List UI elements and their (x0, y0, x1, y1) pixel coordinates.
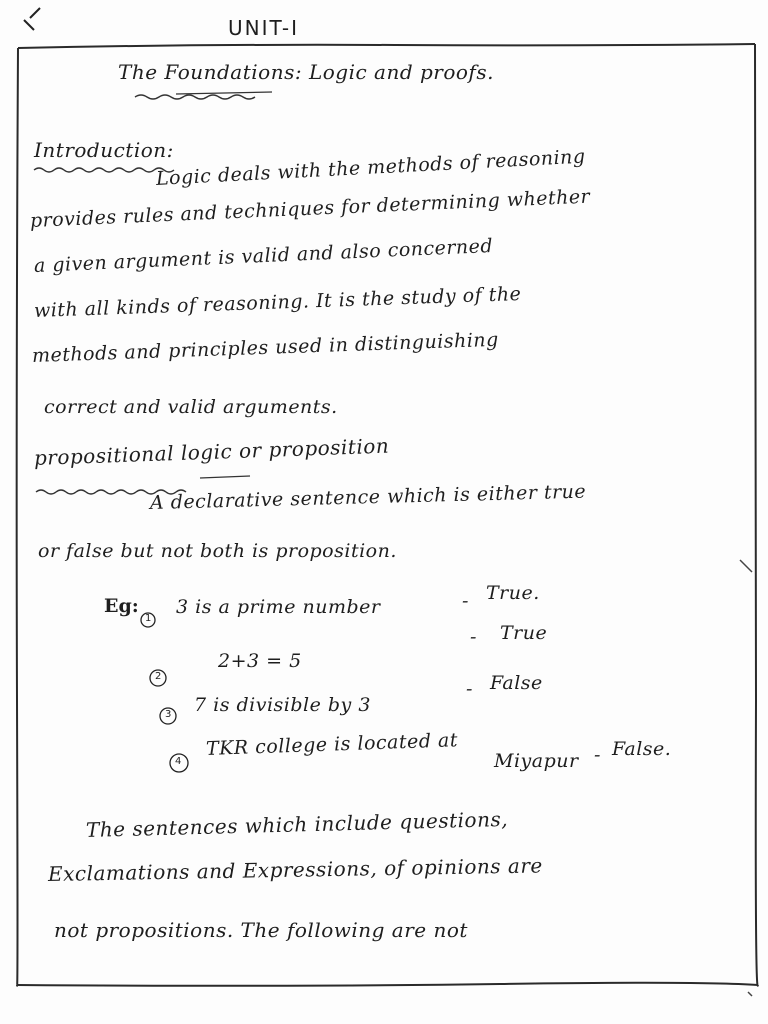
definition-line-1: A declarative sentence which is either true (149, 480, 587, 514)
example-1-text: 3 is a prime number (176, 596, 381, 618)
corner-mark (24, 8, 40, 30)
closing-line-3: not propositions. The following are not (54, 918, 468, 942)
example-marker-1: 1 (145, 613, 152, 624)
border-right-line (755, 44, 758, 986)
intro-line-4: with all kinds of reasoning. It is the study of the (33, 282, 522, 322)
example-3-text: 7 is divisible by 3 (194, 694, 371, 716)
intro-line-3: a given argument is valid and also concerned (33, 234, 494, 277)
example-marker-2: 2 (155, 671, 162, 682)
example-4-dash: - (594, 744, 601, 766)
prop-underline-2 (200, 476, 250, 478)
intro-line-1: Logic deals with the methods of reasoning (155, 145, 587, 190)
example-2-text: 2+3 = 5 (218, 650, 302, 672)
intro-underline (34, 168, 174, 172)
intro-line-2: provides rules and techniques for determining whether (29, 185, 591, 232)
intro-line-6: correct and valid arguments. (44, 396, 338, 418)
closing-line-1: The sentences which include questions, (85, 806, 509, 842)
title-underline-2 (176, 92, 272, 94)
example-3-dash: - (466, 678, 473, 700)
margin-tick-right (740, 560, 752, 572)
prop-heading: propositional logic or proposition (33, 433, 390, 470)
example-marker-3: 3 (165, 709, 172, 720)
title-underline (135, 95, 255, 99)
corner-mark-bottom (748, 992, 752, 996)
example-1-dash: - (462, 590, 469, 612)
closing-line-2: Exclamations and Expressions, of opinions are (47, 853, 543, 886)
definition-line-2: or false but not both is proposition. (38, 540, 397, 562)
border-left-line (17, 48, 18, 986)
example-3-result: False (490, 672, 543, 694)
example-1-result: True. (486, 582, 540, 604)
example-marker-4: 4 (175, 756, 182, 767)
example-4-continuation: Miyapur (494, 750, 579, 772)
page-title: The Foundations: Logic and proofs. (118, 60, 494, 84)
example-4-text: TKR college is located at (205, 729, 459, 760)
examples-label: Eg: (104, 595, 139, 617)
example-2-result: True (500, 622, 548, 644)
intro-line-5: methods and principles used in distinguishing (31, 328, 500, 367)
unit-heading: UNIT-I (228, 16, 299, 40)
example-4-result: False. (612, 738, 672, 760)
border-top-line (18, 44, 755, 48)
example-2-dash: - (470, 626, 477, 648)
intro-heading: Introduction: (34, 138, 174, 162)
border-bottom-line (17, 983, 758, 986)
